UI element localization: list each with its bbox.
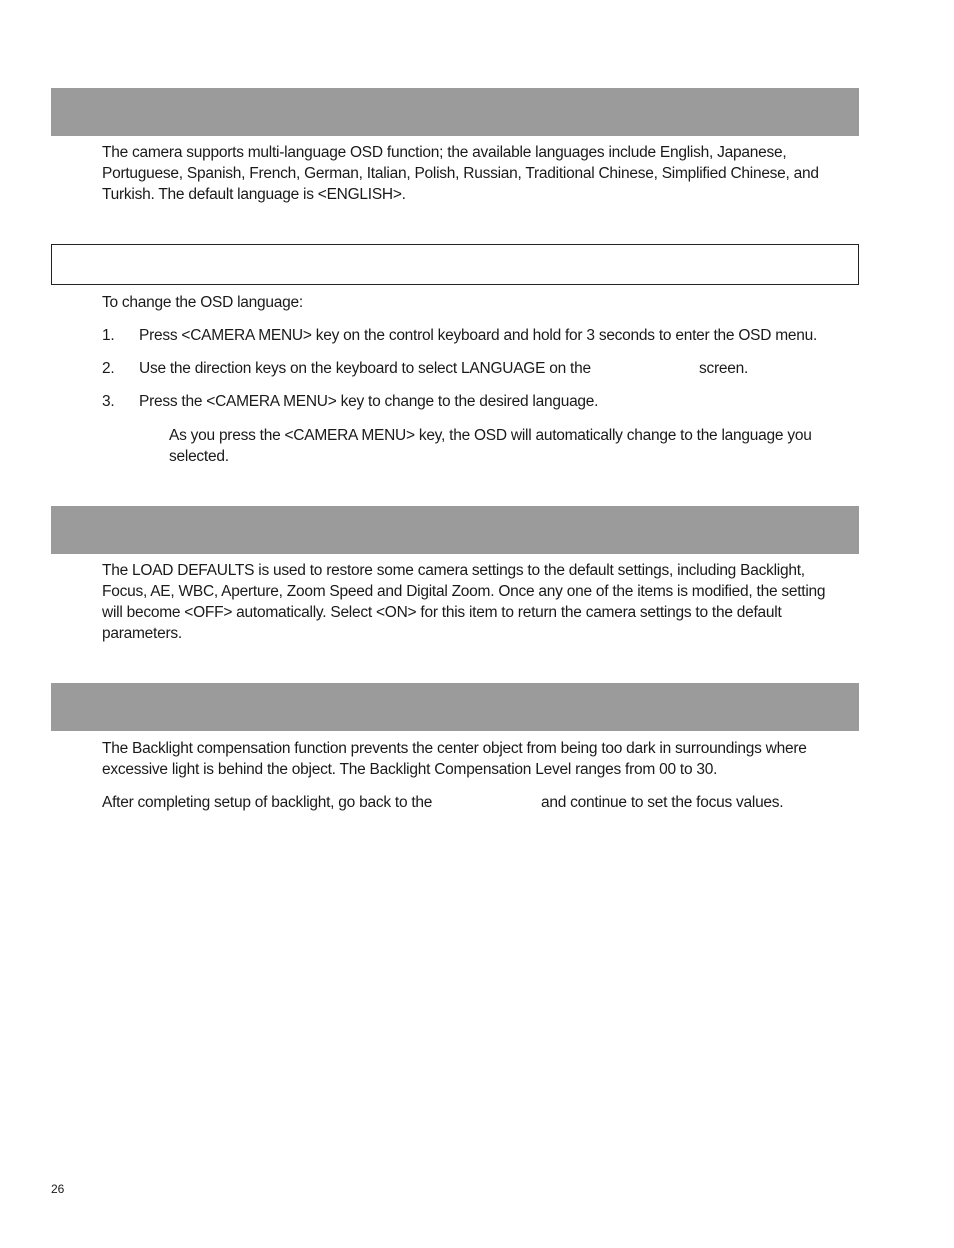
step-number: 3. <box>102 393 115 410</box>
load-defaults-paragraph: The LOAD DEFAULTS is used to restore some camera settings to the default settings, including Backlight, Focus, AE, WBC, Aperture, Zoom Speed and Digital Zoom. Once any one of the items is modified, the setting will become <OFF> automatically. Select <ON> for this item to return the camera settings to the default parameters. <box>102 562 826 642</box>
backlight-paragraph: The Backlight compensation function prevents the center object from being too dark in surroundings where excessive light is behind the object. The Backlight Compensation Level ranges from 00 to 30. <box>102 740 807 778</box>
language-section-heading-bar <box>51 88 859 136</box>
step-number: 1. <box>102 327 115 344</box>
page-number: 26 <box>51 1182 65 1196</box>
step-text: Use the direction keys on the keyboard to select LANGUAGE on the <box>139 360 591 377</box>
procedure-intro: To change the OSD language: <box>102 294 303 311</box>
backlight-after-text: After completing setup of backlight, go back to the <box>102 794 433 811</box>
step-text: Press the <CAMERA MENU> key to change to the desired language. <box>139 393 599 410</box>
backlight-section-heading-bar <box>51 683 859 731</box>
load-defaults-section-heading-bar <box>51 506 859 554</box>
language-intro-paragraph: The camera supports multi-language OSD function; the available languages include English, Japanese, Portuguese, Spanish, French, German, Italian, Polish, Russian, Traditional Chinese, Simplified Chinese, and Turkish. The default language is <ENGLISH>. <box>102 144 819 203</box>
language-screen-box <box>51 244 859 285</box>
step-number: 2. <box>102 360 115 377</box>
language-note: As you press the <CAMERA MENU> key, the OSD will automatically change to the language you selected. <box>169 427 812 465</box>
backlight-after-text-continued: and continue to set the focus values. <box>541 794 784 811</box>
step-text: Press <CAMERA MENU> key on the control keyboard and hold for 3 seconds to enter the OSD menu. <box>139 327 818 344</box>
step-2-text-after: screen. <box>699 360 749 377</box>
